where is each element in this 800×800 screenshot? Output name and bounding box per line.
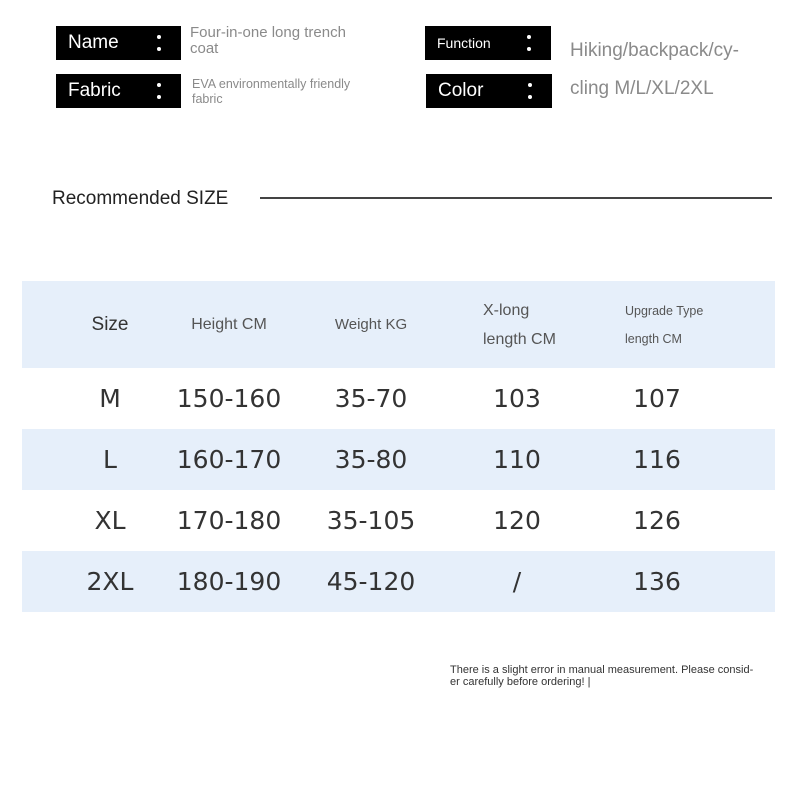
height-cell: 150-160 <box>176 384 282 413</box>
header-xlong-line1: X-long <box>483 301 530 319</box>
upgrade-length-cell: 116 <box>633 445 681 474</box>
upgrade-length-cell: 107 <box>633 384 681 413</box>
colon-icon <box>527 35 531 51</box>
height-cell: 180-190 <box>176 567 282 596</box>
table-row <box>22 551 775 612</box>
function-label <box>425 26 551 60</box>
fabric-label <box>56 74 181 108</box>
header-size: Size <box>91 313 129 335</box>
xlong-length-cell: / <box>512 567 522 596</box>
weight-cell: 35-70 <box>334 384 408 413</box>
header-upgrade-line1: Upgrade Type <box>625 303 704 318</box>
header-xlong-line2: length CM <box>483 330 556 348</box>
header-weight: Weight KG <box>334 316 408 333</box>
xlong-length-cell: 110 <box>493 445 541 474</box>
function-label-text: Function <box>437 35 491 51</box>
fabric-label-text: Fabric <box>68 80 121 101</box>
size-cell: M <box>99 384 121 413</box>
colon-icon <box>157 35 161 51</box>
name-label <box>56 26 181 60</box>
name-value: Four-in-one long trench coat <box>190 24 346 57</box>
header-xlong-length <box>483 281 613 368</box>
weight-cell: 35-80 <box>334 445 408 474</box>
fabric-value: EVA environmentally friendly fabric <box>192 77 351 106</box>
xlong-length-cell: 103 <box>493 384 541 413</box>
color-label <box>426 74 552 108</box>
xlong-length-cell: 120 <box>493 506 541 535</box>
color-label-text: Color <box>438 80 484 101</box>
upgrade-length-cell: 126 <box>633 506 681 535</box>
height-cell: 170-180 <box>176 506 282 535</box>
header-upgrade-line2: length CM <box>625 331 682 346</box>
weight-cell: 45-120 <box>326 567 416 596</box>
upgrade-length-cell: 136 <box>633 567 681 596</box>
table-row <box>22 429 775 490</box>
table-row <box>22 368 775 429</box>
height-cell: 160-170 <box>176 445 282 474</box>
weight-cell: 35-105 <box>326 506 416 535</box>
size-cell: 2XL <box>86 567 134 596</box>
colon-icon <box>528 83 532 99</box>
size-cell: L <box>103 445 117 474</box>
section-divider <box>260 197 772 199</box>
function-value: Hiking/backpack/cy-cling M/L/XL/2XL <box>570 40 739 99</box>
size-cell: XL <box>94 506 126 535</box>
colon-icon <box>157 83 161 99</box>
name-label-text: Name <box>68 32 119 53</box>
size-table <box>22 281 775 612</box>
header-upgrade-length <box>625 281 755 368</box>
table-row <box>22 490 775 551</box>
table-header-row <box>22 281 775 368</box>
measurement-note: There is a slight error in manual measurement. Please consid-er carefully before ordering! | <box>450 664 754 688</box>
header-height: Height CM <box>191 315 267 333</box>
section-title: Recommended SIZE <box>52 188 229 209</box>
